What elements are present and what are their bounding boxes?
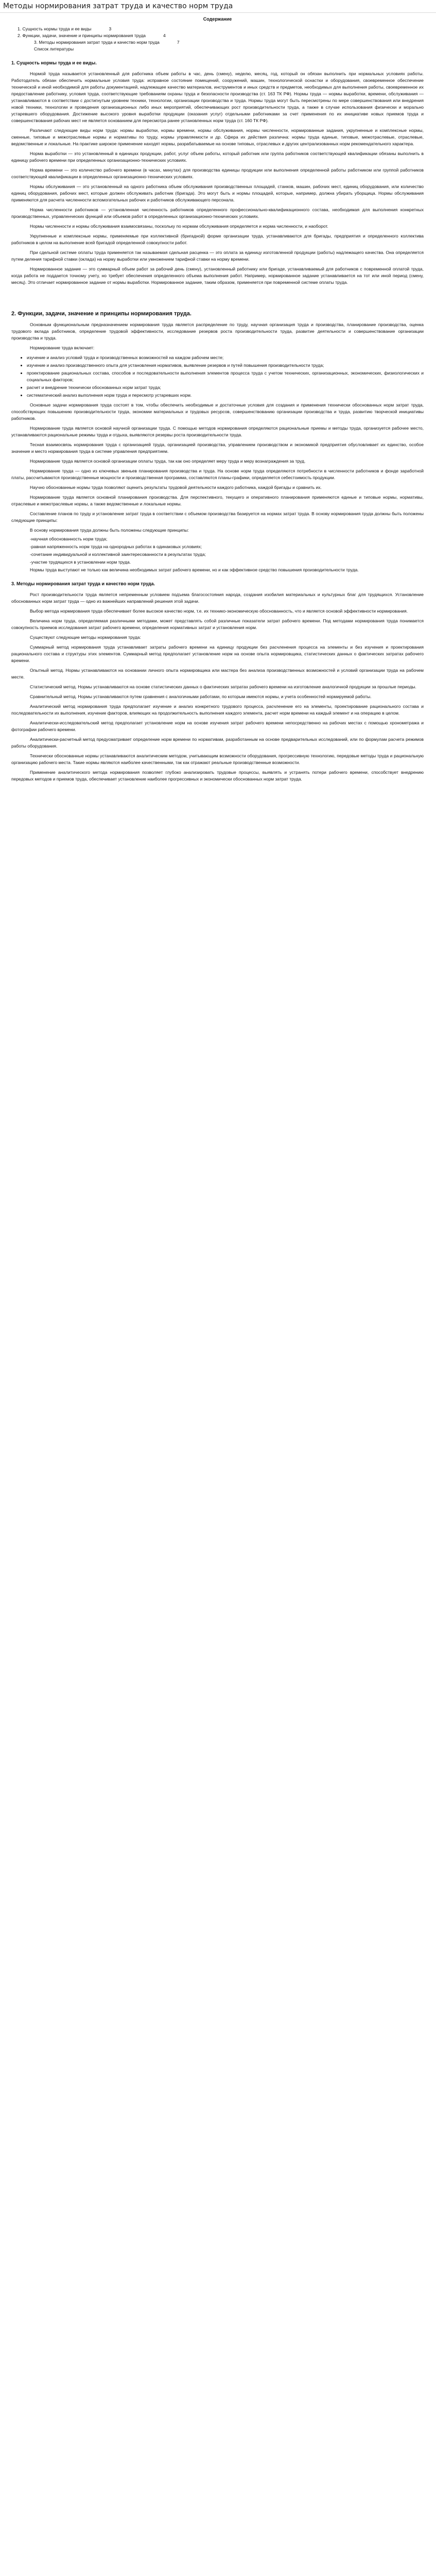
paragraph: Норма численности работников — установленная численность работников определенного профессионально-квалификационного состава, необходимая для выполнения конкретных производственных, управленческих функций или объемов работ в определенных организационно-технических условиях. [11,207,424,219]
paragraph: Научно обоснованные нормы труда позволяют оценить результаты трудовой деятельности каждого работника, каждой бригады и сравнить их. [30,485,322,490]
paragraph: Нормированное задание — это суммарный объем работ за рабочий день (смену), установленный работнику или бригаде, устанавливаемый для работников с повременной оплатой труда, когда работа не поддается точному учету, но требует обеспечения определенного объема выполнения работ. Например, нормированное задание устанавливается на тот или иной период (смену, месяц). Это отличает нормированное задание от нормы выработки. Нормированное задание, таким образом, применяется при повременной системе оплаты труда. [11,266,424,285]
paragraph: Аналитически-исследовательский метод предполагает установление норм на основе изучения затрат рабочего времени непосредственно на рабочих местах с помощью хронометража и фотографии рабочего времени. [11,720,424,732]
paragraph: Нормы численности и нормы обслуживания взаимосвязаны, поскольку по нормам обслуживания определяется и норма численности, и наоборот. [30,224,328,229]
paragraph: Технически обоснованные нормы устанавливаются аналитическим методом, учитывающим возможности оборудования, прогрессивную технологию, передовые методы труда и рациональную организацию рабочего места. Такие нормы являются наиболее качественными, так как отражают реальные производственные возможности. [11,753,424,765]
paragraph: Норма выработки — это установленный в единицах продукции, работ, услуг объем работы, который работник или группа работников соответствующей квалификации обязаны выполнить в единицу рабочего времени при определенных организационно-технических условиях. [11,151,424,163]
paragraph: Нормирование труда включает: [30,345,95,350]
paragraph: Нормы обслуживания — это установленный на одного работника объем обслуживания производственных площадей, станков, машин, рабочих мест, единиц оборудования, или количество единиц оборудования, рабочих мест, которые должен обслуживать работник (бригада). Это могут быть и нормы площадей, которые, например, должна убирать уборщица. Нормы обслуживания применяются для расчета численности вспомогательных рабочих и работников обслуживающего персонала. [11,184,424,202]
paragraph: Укрупненные и комплексные нормы, применяемые при коллективной (бригадной) форме организации труда, устанавливаются для бригады, предприятия и определенного коллектива работников в целом на выполнение всей бригадой определенной совокупности работ. [11,233,424,245]
page [0,0,436,806]
paragraph: Рост производительности труда является непременным условием подъема благосостояния народа, создания изобилия материальных и культурных благ для трудящихся. Установление обоснованных норм затрат труда — одно из важнейших направлений решения этой задачи. [11,592,424,604]
page-header [0,0,436,13]
paragraph: Тесная взаимосвязь нормирования труда с организацией труда, организацией производства, управлением производством и экономикой предприятия обусловливает их единство, особое значение и место нормирования труда в системе управления предприятием. [11,442,424,454]
paragraph: Нормирование труда является основной планирования производства. Для перспективного, текущего и оперативного планирования применяются единые и типовые нормы, нормативы, отраслевые и межотраслевые нормы, а также ведомственные и локальные нормы. [11,495,424,506]
toc-item[interactable]: 2. Функции, задачи, значение и принципы нормирования труда 4 [18,33,166,38]
paragraph: Опытный метод. Нормы устанавливаются на основании личного опыта нормировщика или мастера без анализа производственных возможностей и условий организации труда на рабочем месте. [11,668,424,680]
section-3-title: 3. Методы нормирования затрат труда и качество норм труда. [11,581,155,586]
list-item: -сочетание индивидуальной и коллективной заинтересованности в результатах труда; [30,552,206,557]
paragraph: При сдельной системе оплаты труда применяется так называемая сдельная расценка — это оплата за единицу изготовленной продукции (работы) надлежащего качества. Она определяется путем деления тарифной ставки (оклада) на норму выработки или умножением тарифной ставки на норму времени. [11,250,424,262]
paragraph: Основные задачи нормирования труда состоят в том, чтобы обеспечить необходимые и достаточные условия для создания и применения технически обоснованных норм затрат труда, способствующих повышению производительности труда, экономии материальных и трудовых ресурсов, совершенствованию организации производства и труда, развитию творческой инициативы работников. [11,402,424,421]
document-body [0,16,436,783]
paragraph: В основу нормирования труда должны быть положены следующие принципы: [30,528,189,533]
paragraph: Величина норм труда, определяемая различными методами, может представлять собой различные показатели затрат рабочего времени. Под методами нормирования труда понимается совокупность приемов исследования затрат рабочего времени, определения нормативных затрат и установления норм. [11,618,424,630]
paragraph: Составление планов по труду и установление затрат труда в соответствии с объемом производства базируется на нормах затрат труда. В основу нормирования труда должны быть положены следующие принципы: [11,511,424,523]
paragraph: Применение аналитического метода нормирования позволяет глубоко анализировать трудовые процессы, выявлять и устранять потери рабочего времени, способствует внедрению передовых методов и приемов труда, обеспечивает установление наиболее прогрессивных и экономически обоснованных норм затрат труда. [11,770,424,782]
list-item: • изучение и анализ производственного опыта для установления нормативов, выявление резервов и путей повышения производительности труда; [27,362,424,369]
paragraph: Сравнительный метод. Нормы устанавливаются путем сравнения с аналогичными работами, по которым имеются нормы, и учета особенностей нормируемой работы. [30,694,372,699]
toc-item[interactable]: 1. Сущность нормы труда и ее виды 3 [18,26,112,31]
paragraph: Нормирование труда является основой научной организации труда. С помощью методов нормирования определяются рациональные приемы и методы труда, организуется рабочее место, устанавливаются рациональные режимы труда и отдыха, выявляются резервы роста производительности труда. [11,426,424,437]
paragraph: Статистический метод. Нормы устанавливаются на основе статистических данных о фактических затратах рабочего времени на изготовление аналогичной продукции за прошлые периоды. [30,684,416,689]
toc-item[interactable]: 3. Методы нормирования затрат труда и качество норм труда 7 [34,40,180,45]
list-item: • расчет и внедрение технически обоснованных норм затрат труда; [27,384,424,391]
paragraph: Аналитический метод нормирования труда предполагает изучение и анализ конкретного трудового процесса, расчленение его на элементы, проектирование рационального состава и последовательности их выполнения, изучение факторов, влияющих на продолжительность выполнения каждого элемента, расчет норм времени на каждый элемент и на операцию в целом. [11,704,424,716]
paragraph: Аналитически-расчетный метод предусматривает определение норм времени по нормативам, разработанным на основе предварительных исследований, или по формулам расчета режимов работы оборудования. [11,737,424,749]
list-item: • систематический анализ выполнения норм труда и пересмотр устаревших норм. [27,392,424,399]
toc-title: Содержание [203,16,232,22]
section-3-body [11,591,424,783]
list-item: -участие трудящихся в установлении норм труда. [30,560,131,565]
toc-item[interactable]: Список литературы [34,46,74,52]
list-item: • изучение и анализ условий труда и производственных возможностей на каждом рабочем месте; [27,354,424,361]
list-item: • проектирование рациональных состава, способов и последовательности выполнения элементов процесса труда с учетом технических, организационных, экономических, физиологических и социальных факторов; [27,370,424,383]
paragraph: Существуют следующие методы нормирования труда: [30,635,141,640]
list-item: -равная напряженность норм труда на однородных работах в одинаковых условиях; [30,544,202,549]
section-1-title: 1. Сущность нормы труда и ее виды. [11,60,97,65]
paragraph: Нормирование труда — одно из ключевых звеньев планирования производства и труда. На основе норм труда определяются потребности в численности работников и фонде заработной платы, рассчитываются производственные мощности и производственная программа, составляются планы-графики, определяется себестоимость продукции. [11,468,424,480]
paragraph: Нормы труда выступают не только как величина необходимых затрат рабочего времени, но и как эффективное средство повышения производительности труда. [30,567,359,572]
list-item: -научная обоснованность норм труда; [30,536,108,541]
table-of-contents [11,26,424,53]
paragraph: Нормой труда называется установленный для работника объем работы в час, день (смену), неделю, месяц, год, который он обязан выполнить при нормальных условиях работы. Работодатель обязан обеспечить нормальные условия труда: исправное состояние помещений, сооружений, машин, технологической оснастки и оборудования, своевременное обеспечение технической и иной необходимой для работы документацией, надлежащее качество материалов, инструментов и иных средств и предметов, необходимых для выполнения работы, своевременное их предоставление работнику, условия труда, соответствующие требованиям охраны труда и безопасности производства (ст. 163 ТК РФ). Нормы труда — нормы выработки, времени, обслуживания — устанавливаются в соответствии с достигнутым уровнем техники, технологии, организации производства и труда. Нормы труда могут быть пересмотрены по мере совершенствования или внедрения новой техники, технологии и проведения организационных либо иных мероприятий, обеспечивающих рост производительности труда, а также в случае использования физически и морально устаревшего оборудования. Достижение высокого уровня выработки продукции (оказания услуг) отдельными работниками за счет применения по их инициативе новых приемов труда и совершенствования рабочих мест не является основанием для пересмотра ранее установленных норм труда (ст. 160 ТК РФ). [11,71,424,123]
paragraph: Норма времени — это количество рабочего времени (в часах, минутах) для производства единицы продукции или выполнения определенной работы работником или группой работников соответствующей квалификации в определенных организационно-технических условиях. [11,167,424,179]
section-2-title: 2. Функции, задачи, значение и принципы нормирования труда. [11,311,191,317]
section-2-body [11,321,424,573]
bullet-list [11,354,424,399]
section-spacer [11,289,424,303]
page-title: Методы нормирования затрат труда и качество норм труда [3,2,233,10]
paragraph: Нормирование труда является основой организации оплаты труда, так как оно определяет меру труда и меру вознаграждения за труд. [30,459,306,464]
section-1-body [11,71,424,286]
paragraph: Выбор метода нормирования труда обеспечивает более высокое качество норм, т.е. их технико-экономическую обоснованность, что и является основой эффективности нормирования. [30,608,408,614]
paragraph: Суммарный метод нормирования труда устанавливает затраты рабочего времени на единицу продукции без расчленения процесса на элементы и без изучения и проектирования рационального состава и структуры этих элементов. Суммарный метод предполагает установление норм на основе опыта нормировщика, статистических данных о фактических затратах рабочего времени. [11,645,424,663]
paragraph: Различают следующие виды норм труда: нормы выработки, нормы времени, нормы обслуживания, нормы численности, нормированные задания, укрупненные и комплексные нормы, сменные, типовые и межотраслевые нормы и нормативы по труду, нормы управляемости и др. Сфера их действия различна: нормы труда единые, типовые, межотраслевые, отраслевые, ведомственные и локальные. На практике широкое применение находят нормы, разрабатываемые на основе типовых, отраслевых и других централизованных норм рекомендательного характера. [11,128,424,146]
paragraph: Основным функциональным предназначением нормирования труда является распределение по труду, научная организация труда и производства, планирование производства, оценка трудового вклада работников, определение трудовой эффективности, исследование резервов роста производительности труда, развитие деятельности и совершенствование организации производства и труда. [11,322,424,341]
